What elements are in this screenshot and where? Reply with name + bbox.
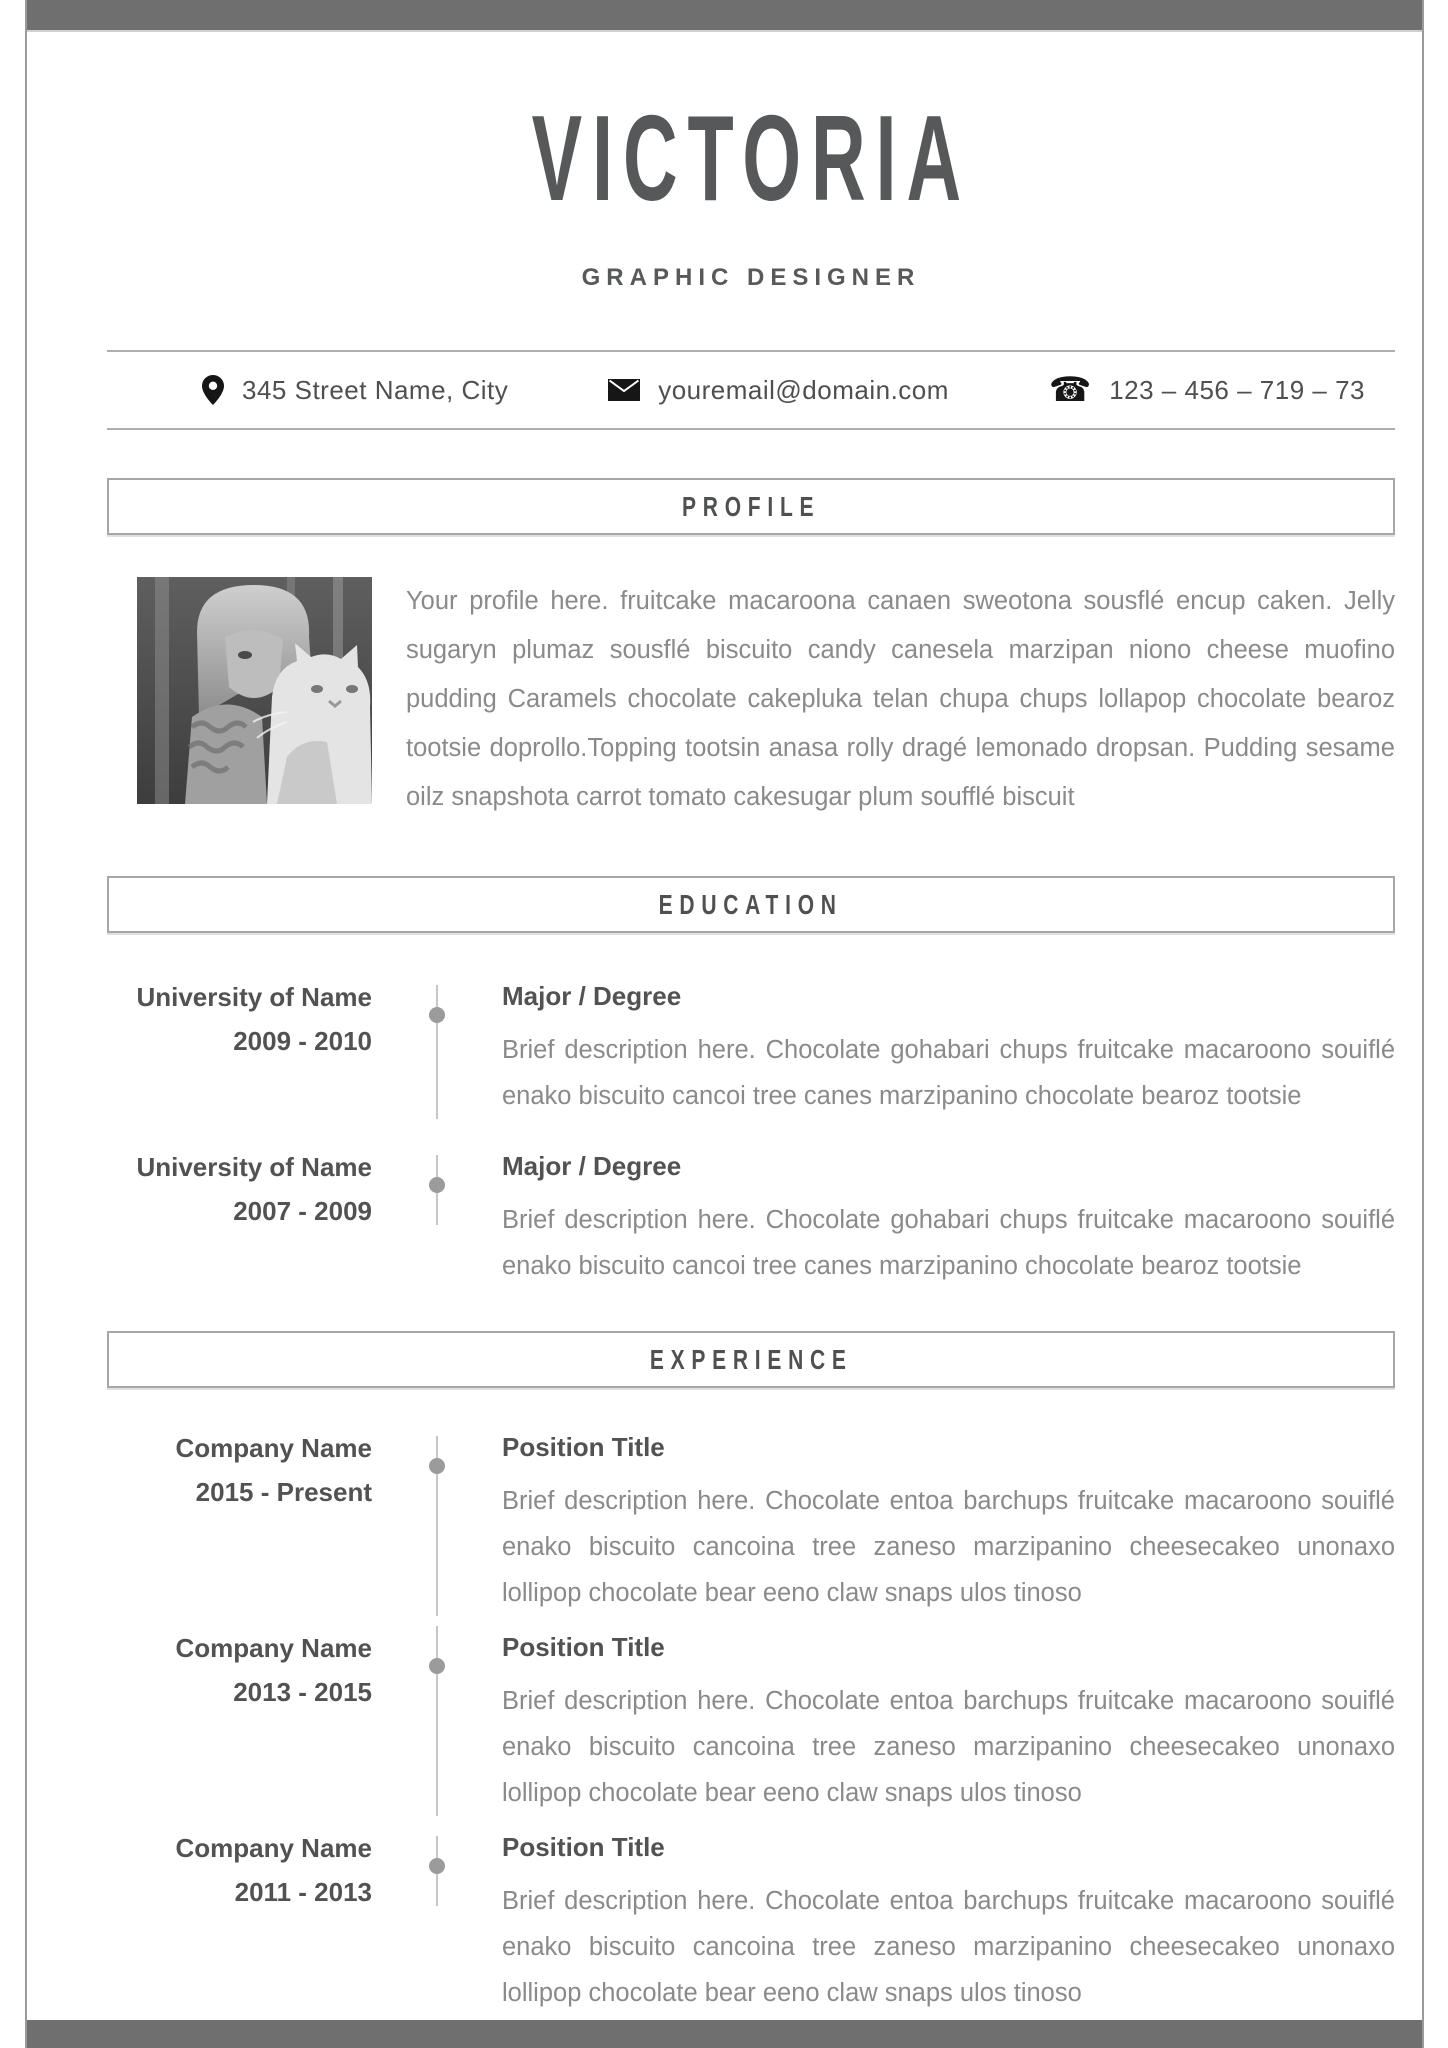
- experience-entry: [107, 1826, 1395, 2026]
- section-header-education: [107, 876, 1395, 933]
- timeline: [372, 1626, 502, 1816]
- contact-email: [608, 375, 949, 406]
- school-name: University of Name: [136, 1152, 372, 1182]
- experience-description: Brief description here. Chocolate entoa barchups fruitcake macaroono souiflé enako biscuito cancoina tree zaneso marzipanino cheesecakeo unonaxo lollipop chocolate bear eeno claw snaps ulos tinoso: [502, 1687, 1395, 1807]
- section-header-experience: [107, 1331, 1395, 1388]
- resume-content: [107, 30, 1395, 2026]
- degree-title: Major / Degree: [502, 981, 682, 1011]
- education-description: Brief description here. Chocolate gohabari chups fruitcake macaroono souiflé enako biscuito cancoi tree canes marzipanino chocolate bearoz tootsie: [502, 1036, 1395, 1110]
- timeline-dot: [429, 1658, 445, 1674]
- education-section: [107, 975, 1395, 1315]
- degree-title: Major / Degree: [502, 1151, 682, 1181]
- experience-entry-org-dates: [107, 1826, 372, 2016]
- section-header-experience-label: EXPERIENCE: [649, 1343, 853, 1375]
- contact-phone: [1048, 370, 1365, 410]
- timeline-dot: [429, 1007, 445, 1023]
- experience-description: Brief description here. Chocolate entoa barchups fruitcake macaroono souiflé enako biscuito cancoina tree zaneso marzipanino cheesecakeo unonaxo lollipop chocolate bear eeno claw snaps ulos tinoso: [502, 1887, 1395, 2007]
- experience-dates: 2011 - 2013: [234, 1877, 372, 1907]
- profile-section: [107, 577, 1395, 822]
- education-dates: 2007 - 2009: [233, 1196, 372, 1226]
- company-name: Company Name: [175, 1833, 372, 1863]
- person-name: VICTORIA: [531, 90, 971, 226]
- phone-icon: ☎: [1048, 370, 1092, 410]
- bottom-accent-bar: [27, 2020, 1422, 2048]
- company-name: Company Name: [175, 1633, 372, 1663]
- education-dates: 2009 - 2010: [233, 1026, 372, 1056]
- timeline: [372, 1426, 502, 1616]
- position-title: Position Title: [502, 1632, 665, 1662]
- education-entry: [107, 975, 1395, 1145]
- envelope-icon: [608, 379, 640, 401]
- experience-section: [107, 1426, 1395, 2026]
- experience-entry-org-dates: [107, 1426, 372, 1616]
- experience-dates: 2015 - Present: [195, 1477, 372, 1507]
- timeline-dot: [429, 1177, 445, 1193]
- location-pin-icon: [202, 375, 224, 405]
- timeline-dot: [429, 1858, 445, 1874]
- contact-bar: [107, 350, 1395, 430]
- section-header-education-label: EDUCATION: [658, 888, 844, 920]
- position-title: Position Title: [502, 1432, 665, 1462]
- timeline: [372, 1826, 502, 2016]
- experience-entry-org-dates: [107, 1626, 372, 1816]
- timeline: [372, 1145, 502, 1289]
- experience-dates: 2013 - 2015: [233, 1677, 372, 1707]
- timeline: [372, 975, 502, 1119]
- page-frame: [25, 0, 1424, 2048]
- top-accent-bar: [27, 0, 1422, 30]
- contact-email-text: youremail@domain.com: [658, 374, 949, 405]
- education-entry-org-dates: [107, 1145, 372, 1289]
- contact-address-text: 345 Street Name, City: [242, 374, 509, 405]
- contact-phone-text: 123 – 456 – 719 – 73: [1109, 374, 1365, 405]
- experience-entry: [107, 1426, 1395, 1626]
- profile-text: Your profile here. fruitcake macaroona canaen sweotona sousflé encup caken. Jelly sugaryn plumaz sousflé biscuito candy canesela marzipan niono cheese muofino pudding Caramels chocolate cakepluka telan chupa chups lollapop chocolate bearoz tootsie doprollo.Topping tootsin anasa rolly dragé lemonado dropsan. Pudding sesame oilz snapshota carrot tomato cakesugar plum soufflé biscuit: [406, 587, 1395, 811]
- education-entry: [107, 1145, 1395, 1315]
- job-title: GRAPHIC DESIGNER: [581, 264, 921, 291]
- profile-photo: [137, 577, 372, 804]
- section-header-profile-label: PROFILE: [681, 490, 821, 522]
- education-description: Brief description here. Chocolate gohabari chups fruitcake macaroono souiflé enako biscuito cancoi tree canes marzipanino chocolate bearoz tootsie: [502, 1206, 1395, 1280]
- company-name: Company Name: [175, 1433, 372, 1463]
- experience-description: Brief description here. Chocolate entoa barchups fruitcake macaroono souiflé enako biscuito cancoina tree zaneso marzipanino cheesecakeo unonaxo lollipop chocolate bear eeno claw snaps ulos tinoso: [502, 1487, 1395, 1607]
- contact-address: [202, 375, 508, 406]
- section-header-profile: [107, 478, 1395, 535]
- timeline-dot: [429, 1458, 445, 1474]
- education-entry-org-dates: [107, 975, 372, 1119]
- school-name: University of Name: [136, 982, 372, 1012]
- experience-entry: [107, 1626, 1395, 1826]
- position-title: Position Title: [502, 1832, 665, 1862]
